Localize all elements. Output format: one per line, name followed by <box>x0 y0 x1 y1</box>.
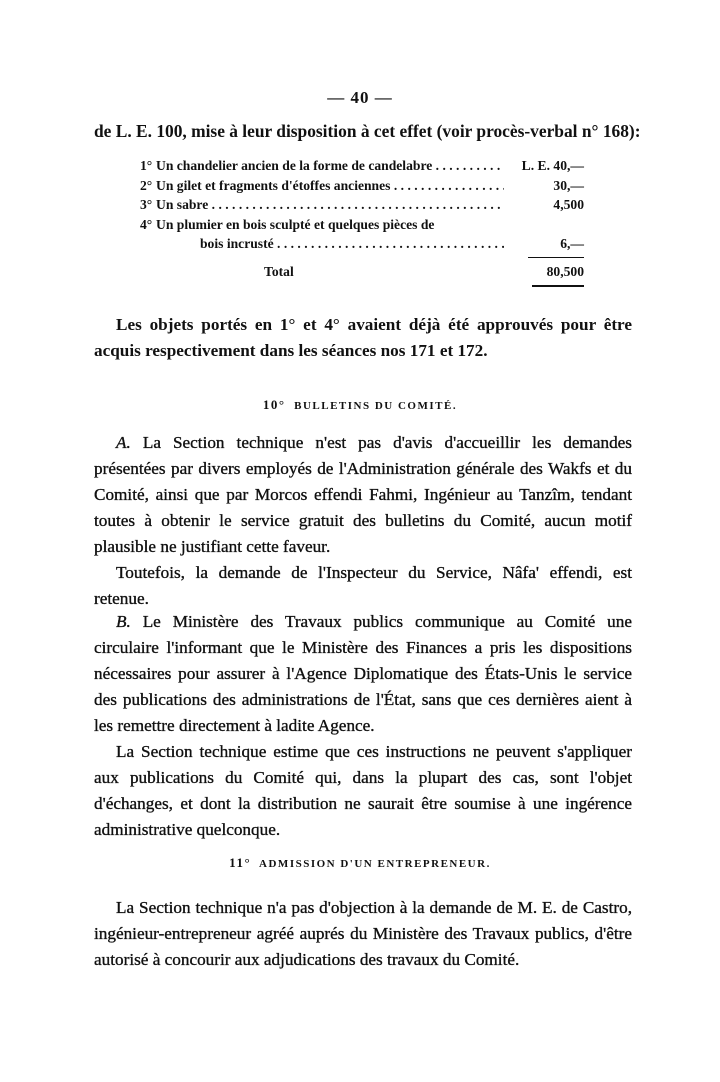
section-heading-10 <box>0 397 720 413</box>
paragraph-letter: B. <box>116 612 131 631</box>
list-item <box>140 176 584 196</box>
item-number: 2° <box>140 177 153 193</box>
paragraph-11: La Section technique n'a pas d'objection à la demande de M. E. de Castro, ingénieur-entrepreneur agréé auprés du Ministère des Travaux publics, d'être autorisé à concourir aux adjudications des travaux du Comité. <box>94 898 632 969</box>
section-number: 11° <box>229 855 252 870</box>
list-item <box>140 215 584 235</box>
dot-leader <box>208 197 504 212</box>
list-item <box>140 195 584 215</box>
item-label: bois incrusté <box>200 236 274 251</box>
list-item <box>140 156 584 176</box>
item-number: 4° <box>140 216 153 232</box>
item-label: Un sabre <box>156 197 209 212</box>
section-title: BULLETINS DU COMITÉ. <box>294 400 458 412</box>
item-number: 3° <box>140 197 153 212</box>
item-amount: L. E. 40,— <box>521 158 584 173</box>
total-rule <box>532 285 584 287</box>
section-number: 10° <box>262 397 286 412</box>
dot-leader <box>274 236 504 251</box>
item-amount: 4,500 <box>553 197 584 212</box>
item-amount: 6,— <box>560 236 584 251</box>
items-list <box>140 156 584 281</box>
paragraph-text: Le Ministère des Travaux publics communique au Comité une circulaire l'informant que le Ministère des Finances a pris les dispositions nécessaires pour assurer à l'Agence Diplomatique des États-Unis le service des publications des administrations de l'État, sans que ces dernières aient à les remettre directement à ladite Agence. <box>94 612 633 735</box>
paragraph-b <box>94 609 632 739</box>
dot-leader <box>432 158 504 173</box>
dot-leader <box>390 178 504 193</box>
paragraph-letter: A. <box>116 433 131 452</box>
page-number: — 40 — <box>327 88 393 107</box>
paragraph-b2: La Section technique estime que ces instructions ne peuvent s'appliquer aux publications du Comité qui, dans la plupart des cas, sont l'objet d'échanges, et dont la distribution ne saurait être soumise à une ingérence administrative quelconque. <box>94 742 632 839</box>
item-label: Un plumier en bois sculpté et quelques pièces de <box>156 216 435 232</box>
total-label: Total <box>264 263 294 279</box>
section-title: ADMISSION D'UN ENTREPRENEUR. <box>259 858 491 870</box>
paragraph-a2: Toutefois, la demande de l'Inspecteur du Service, Nâfa' effendi, est retenue. <box>94 563 632 608</box>
intro-line: de L. E. 100, mise à leur disposition à cet effet (voir procès-verbal n° 168): <box>94 121 641 141</box>
item-label: Un chandelier ancien de la forme de candelabre <box>156 158 433 173</box>
list-item-continuation <box>140 234 584 254</box>
paragraph-a <box>94 430 632 560</box>
total-amount: 80,500 <box>546 263 584 279</box>
section-heading-11 <box>0 855 720 871</box>
paragraph-objects: Les objets portés en 1° et 4° avaient déjà été approuvés pour être acquis respectivement dans les séances nos 171 et 172. <box>94 315 632 360</box>
item-number: 1° <box>140 158 153 173</box>
total-row <box>140 262 584 282</box>
sum-rule <box>528 257 584 258</box>
item-label: Un gilet et fragments d'étoffes anciennes <box>156 177 391 193</box>
item-amount: 30,— <box>553 177 584 193</box>
paragraph-text: La Section technique n'est pas d'avis d'accueillir les demandes présentées par divers employés de l'Administration générale des Wakfs et du Comité, ainsi que par Morcos effendi Fahmi, Ingénieur au Tanzîm, tendant toutes à obtenir le service gratuit des bulletins du Comité, aucun motif plausible ne justifiant cette faveur. <box>94 433 632 556</box>
